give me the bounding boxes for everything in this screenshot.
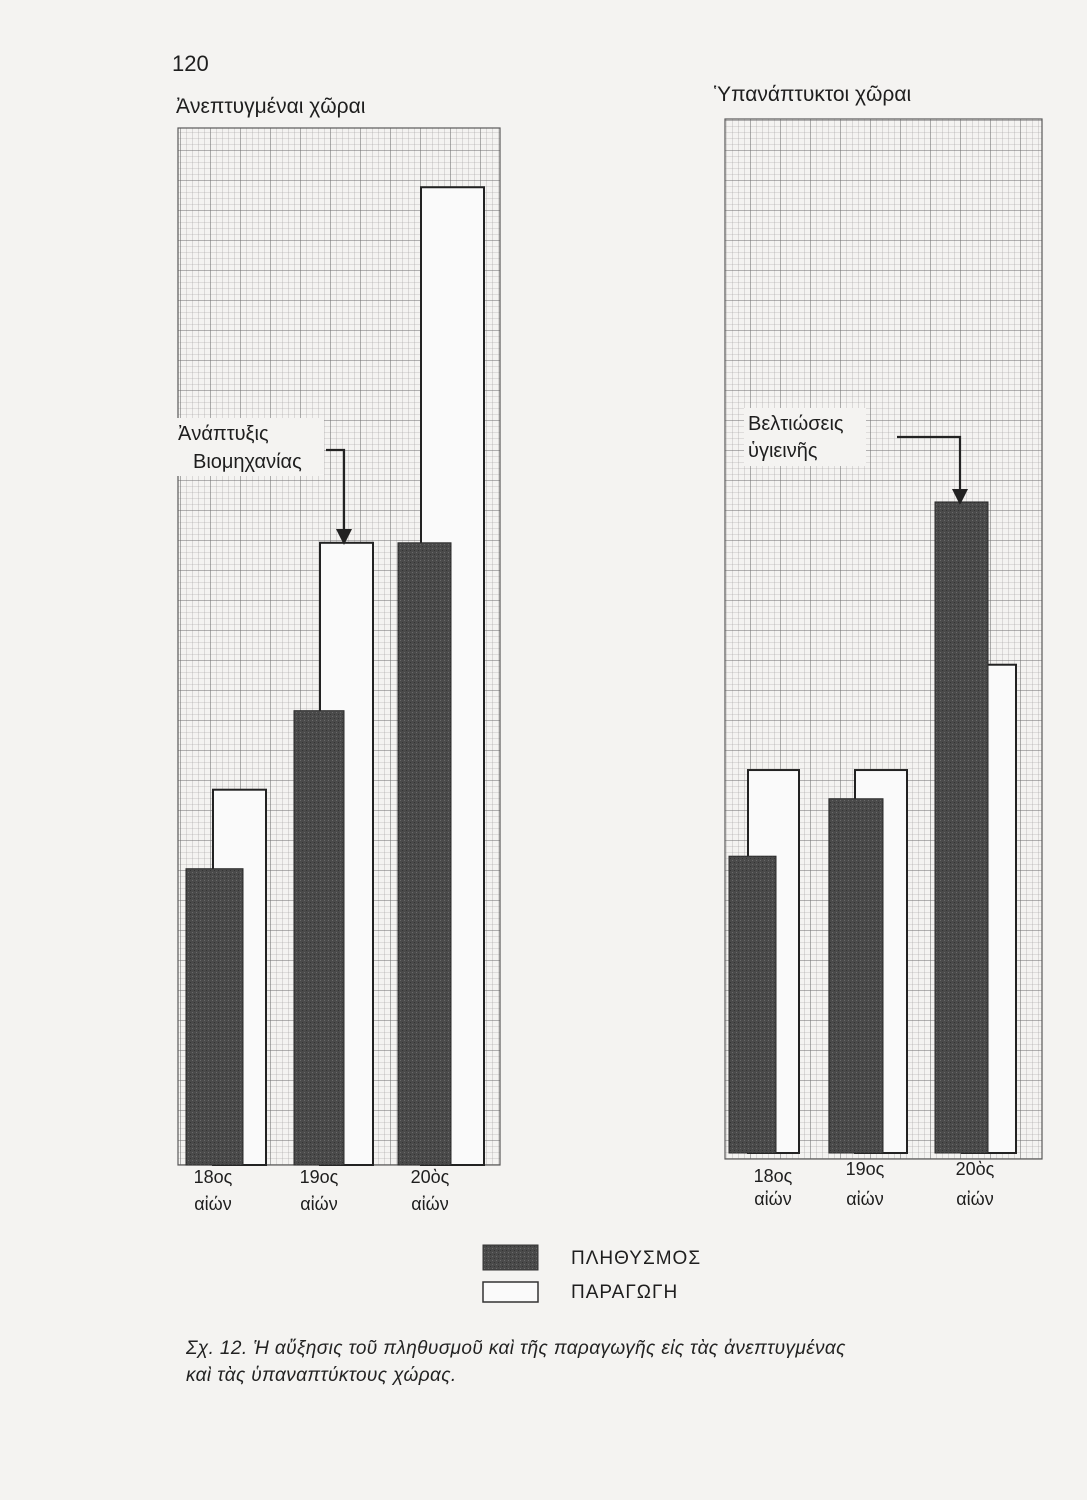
- bar-population-developed-0: [186, 869, 243, 1165]
- annotation-text-developed-0: Ἀνάπτυξις: [178, 423, 269, 445]
- bar-population-developed-1: [294, 711, 344, 1165]
- figure-caption: [186, 1335, 1066, 1389]
- bar-population-underdeveloped-0: [729, 856, 776, 1153]
- tick-sublabel-underdeveloped-2: αἰών: [956, 1189, 994, 1209]
- legend-label-production: ΠΑΡΑΓΩΓΗ: [571, 1282, 679, 1303]
- tick-label-developed-2: 20ὸς: [410, 1167, 450, 1187]
- annotation-text-underdeveloped-0: Βελτιώσεις: [748, 413, 844, 435]
- page-number: 120: [172, 51, 209, 76]
- caption-line-1: Σχ. 12. Ἡ αὔξησις τοῦ πληθυσμοῦ καὶ τῆς παραγωγῆς εἰς τὰς ἀνεπτυγμένας: [186, 1338, 846, 1359]
- chart-underdeveloped-countries: [714, 83, 1042, 1209]
- legend: [483, 1245, 701, 1303]
- tick-label-developed-0: 18ος: [193, 1167, 233, 1187]
- tick-label-developed-1: 19ος: [299, 1167, 339, 1187]
- legend-swatch-population: [483, 1245, 538, 1270]
- tick-sublabel-developed-2: αἰών: [411, 1194, 449, 1214]
- annotation-text-developed-1: Βιομηχανίας: [193, 451, 302, 473]
- tick-label-underdeveloped-1: 19ος: [845, 1159, 885, 1179]
- bar-population-underdeveloped-1: [829, 799, 883, 1153]
- chart-developed-countries: [174, 95, 500, 1214]
- bar-population-underdeveloped-2: [935, 502, 988, 1153]
- tick-label-underdeveloped-2: 20ὸς: [955, 1159, 995, 1179]
- caption-line-2: καὶ τὰς ὑπαναπτύκτους χώρας.: [186, 1365, 457, 1386]
- tick-sublabel-developed-1: αἰών: [300, 1194, 338, 1214]
- chart-title-underdeveloped: Ὑπανάπτυκτοι χῶραι: [714, 83, 912, 106]
- annotation-text-underdeveloped-1: ὑγιεινῆς: [748, 440, 818, 462]
- tick-label-underdeveloped-0: 18ος: [753, 1166, 793, 1186]
- chart-title-developed: Ἀνεπτυγμέναι χῶραι: [176, 95, 366, 118]
- legend-swatch-production: [483, 1282, 538, 1302]
- tick-sublabel-underdeveloped-1: αἰών: [846, 1189, 884, 1209]
- legend-label-population: ΠΛΗΘΥΣΜΟΣ: [571, 1248, 702, 1269]
- bar-population-developed-2: [398, 543, 451, 1165]
- tick-sublabel-developed-0: αἰών: [194, 1194, 232, 1214]
- tick-sublabel-underdeveloped-0: αἰών: [754, 1189, 792, 1209]
